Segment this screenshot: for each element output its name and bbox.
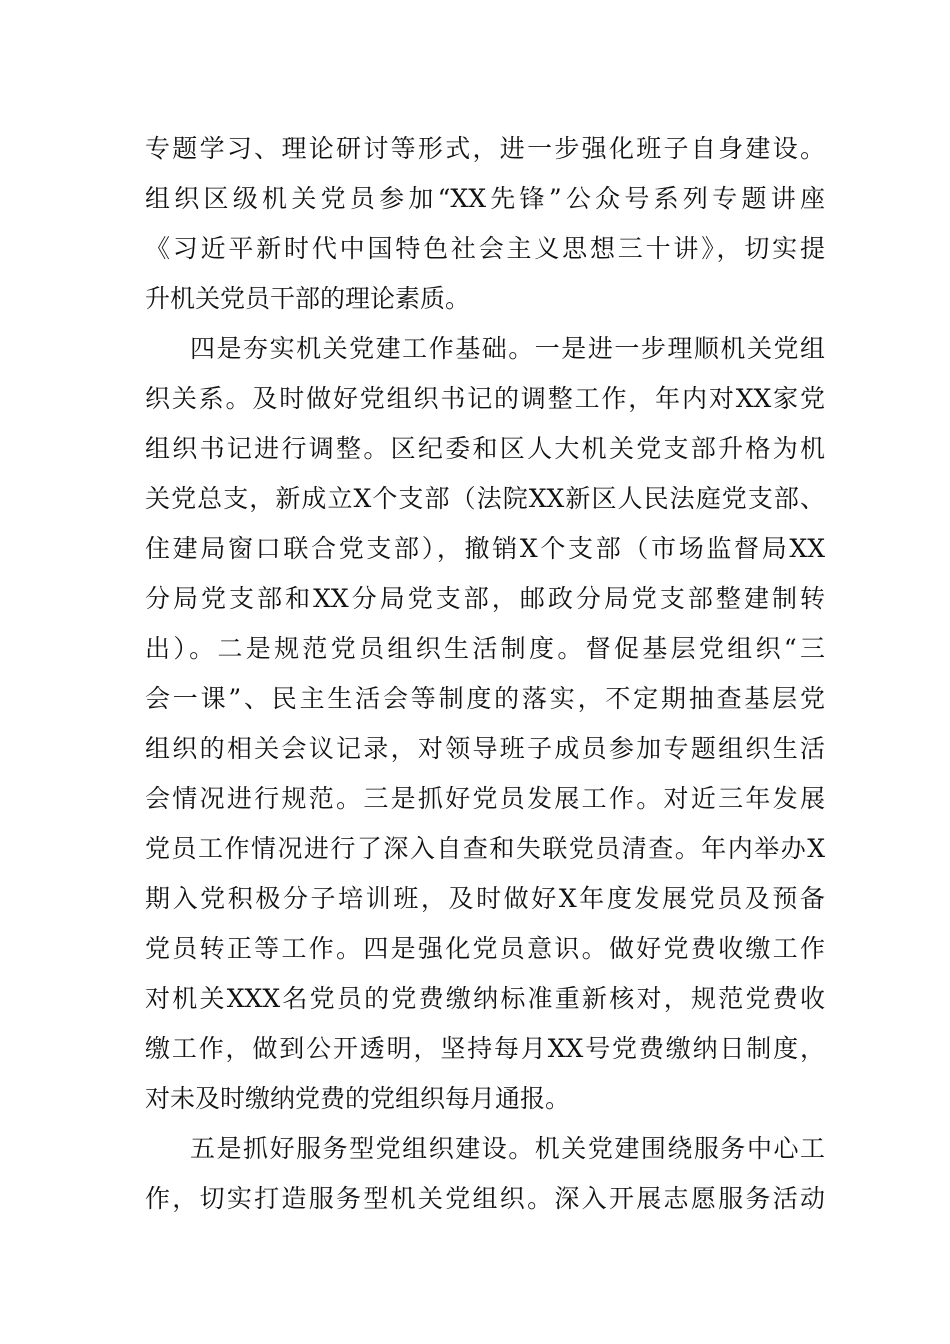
text-line: 分局党支部和XX分局党支部，邮政分局党支部整建制转 [145,584,825,613]
text-line: 会一课”、民主生活会等制度的落实，不定期抽查基层党 [145,684,825,713]
text-line: 作，切实打造服务型机关党组织。深入开展志愿服务活动 [145,1184,825,1213]
text-line: 党员转正等工作。四是强化党员意识。做好党费收缴工作 [145,934,825,963]
text-line: 专题学习、理论研讨等形式，进一步强化班子自身建设。 [145,134,825,163]
document-body [145,124,825,1224]
text-line: 党员工作情况进行了深入自查和失联党员清查。年内举办X [145,834,825,863]
text-line: 组织书记进行调整。区纪委和区人大机关党支部升格为机 [145,434,825,463]
text-line: 会情况进行规范。三是抓好党员发展工作。对近三年发展 [145,784,825,813]
text-line: 组织的相关会议记录，对领导班子成员参加专题组织生活 [145,734,825,763]
text-line: 五是抓好服务型党组织建设。机关党建围绕服务中心工 [190,1134,825,1163]
text-line: 升机关党员干部的理论素质。 [145,284,471,313]
text-line: 织关系。及时做好党组织书记的调整工作，年内对XX家党 [145,384,825,413]
text-line: 住建局窗口联合党支部），撤销X个支部（市场监督局XX [145,534,825,563]
text-line: 四是夯实机关党建工作基础。一是进一步理顺机关党组 [190,334,825,363]
text-line: 出）。二是规范党员组织生活制度。督促基层党组织“三 [145,634,825,663]
paragraph-service-oriented-organization [145,1124,825,1224]
text-line: 期入党积极分子培训班，及时做好X年度发展党员及预备 [145,884,825,913]
paragraph-continuation [145,124,825,324]
paragraph-party-building-foundation [145,324,825,1124]
text-line: 缴工作，做到公开透明，坚持每月XX号党费缴纳日制度， [145,1034,825,1063]
text-line: 组织区级机关党员参加“XX先锋”公众号系列专题讲座 [145,184,825,213]
text-line: 对未及时缴纳党费的党组织每月通报。 [145,1084,571,1113]
text-line: 关党总支，新成立X个支部（法院XX新区人民法庭党支部、 [145,484,825,513]
text-line: 对机关XXX名党员的党费缴纳标准重新核对，规范党费收 [145,984,825,1013]
text-line: 《习近平新时代中国特色社会主义思想三十讲》，切实提 [145,234,825,263]
